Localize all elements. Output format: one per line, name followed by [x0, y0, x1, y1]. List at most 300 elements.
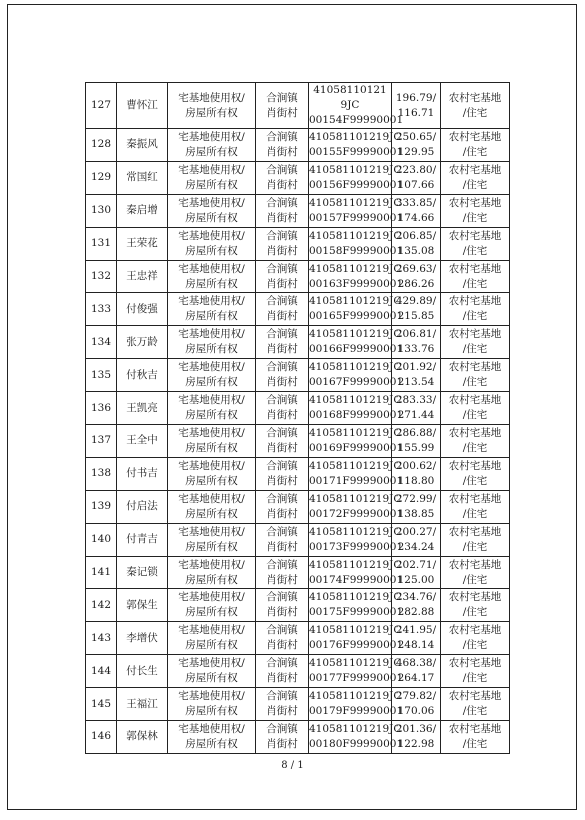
unit-code-line: 410581101219JC: [309, 328, 402, 341]
owner-name: 王全中: [117, 425, 168, 458]
land-use-line: 农村宅基地: [448, 394, 502, 407]
right-type: [168, 129, 256, 162]
right-type-line: 宅基地使用权/: [178, 722, 245, 735]
row-number: 143: [86, 622, 117, 655]
right-type: [168, 655, 256, 688]
table-row: [86, 721, 510, 754]
location: [256, 227, 309, 260]
area-value-line: 201.36/: [395, 722, 437, 735]
area-value-line: 286.88/: [395, 426, 437, 439]
right-type-line: 宅基地使用权/: [178, 196, 245, 209]
right-type: [168, 622, 256, 655]
land-use-line: 农村宅基地: [448, 690, 502, 703]
land-use-line: /住宅: [462, 474, 488, 487]
area-value-line: 215.85: [397, 310, 435, 323]
unit-code-line: 410581101219JC: [309, 722, 402, 735]
row-number: 130: [86, 194, 117, 227]
row-number: 132: [86, 260, 117, 293]
right-type-line: 房屋所有权: [185, 573, 238, 586]
right-type: [168, 194, 256, 227]
area-value: [392, 457, 441, 490]
right-type-line: 宅基地使用权/: [178, 690, 245, 703]
area-value: [392, 129, 441, 162]
location-line: 肖街村: [266, 178, 298, 191]
right-type-line: 宅基地使用权/: [178, 426, 245, 439]
land-use: [441, 688, 510, 721]
right-type: [168, 556, 256, 589]
area-value-line: 234.24: [397, 540, 435, 553]
land-use-line: /住宅: [462, 343, 488, 356]
location: [256, 359, 309, 392]
location-line: 肖街村: [266, 376, 298, 389]
unit-code-line: 00167F99990001: [309, 376, 404, 389]
area-value-line: 248.14: [397, 639, 435, 652]
location: [256, 194, 309, 227]
right-type: [168, 523, 256, 556]
area-value-line: 264.17: [397, 672, 435, 685]
area-value-line: 133.76: [397, 343, 435, 356]
right-type-line: 宅基地使用权/: [178, 657, 245, 670]
land-use-line: 农村宅基地: [448, 295, 502, 308]
unit-code-line: 00154F99990001: [309, 114, 404, 126]
area-value-line: 129.95: [397, 145, 435, 158]
unit-code-line: 41058110121 9JC: [313, 84, 387, 111]
unit-code-line: 410581101219JC: [309, 657, 402, 670]
table-row: [86, 589, 510, 622]
area-value: [392, 293, 441, 326]
table-row: [86, 260, 510, 293]
location: [256, 457, 309, 490]
land-use-line: 农村宅基地: [448, 591, 502, 604]
land-use: [441, 425, 510, 458]
table-row: [86, 227, 510, 260]
unit-code-line: 410581101219JC: [309, 196, 402, 209]
unit-code: [309, 359, 404, 392]
right-type-line: 宅基地使用权/: [178, 229, 245, 242]
area-value-line: 196.79/: [395, 91, 437, 104]
right-type-line: 宅基地使用权/: [178, 262, 245, 275]
area-value-line: 333.85/: [395, 196, 437, 209]
owner-name: 郭保生: [117, 589, 168, 622]
area-value-line: 282.88: [397, 606, 435, 619]
land-use-line: 农村宅基地: [448, 558, 502, 571]
location-line: 肖街村: [266, 277, 298, 290]
land-use: [441, 83, 510, 129]
unit-code-line: 410581101219JC: [309, 163, 402, 176]
location-line: 合涧镇: [266, 558, 298, 571]
land-use-line: 农村宅基地: [448, 262, 502, 275]
row-number: 139: [86, 490, 117, 523]
unit-code-line: 410581101219JC: [309, 394, 402, 407]
unit-code: [309, 83, 404, 129]
location: [256, 655, 309, 688]
right-type-line: 房屋所有权: [185, 606, 238, 619]
owner-name: 付启法: [117, 490, 168, 523]
location-line: 肖街村: [266, 145, 298, 158]
location: [256, 556, 309, 589]
registration-table: [85, 82, 510, 754]
owner-name: 付书吉: [117, 457, 168, 490]
unit-code: [309, 655, 404, 688]
right-type-line: 房屋所有权: [185, 310, 238, 323]
area-value-line: 272.99/: [395, 492, 437, 505]
unit-code-line: 00175F99990001: [309, 606, 404, 619]
right-type-line: 房屋所有权: [185, 639, 238, 652]
area-value-line: 286.26: [397, 277, 435, 290]
location-line: 肖街村: [266, 343, 298, 356]
land-use-line: /住宅: [462, 441, 488, 454]
unit-code-line: 00176F99990001: [309, 639, 404, 652]
right-type-line: 房屋所有权: [185, 106, 238, 119]
location-line: 肖街村: [266, 737, 298, 750]
land-use-line: 农村宅基地: [448, 459, 502, 472]
right-type: [168, 359, 256, 392]
location-line: 肖街村: [266, 244, 298, 257]
area-value-line: 468.38/: [395, 657, 437, 670]
location: [256, 161, 309, 194]
land-use-line: /住宅: [462, 376, 488, 389]
land-use: [441, 490, 510, 523]
unit-code-line: 00180F99990001: [309, 737, 404, 750]
unit-code: [309, 425, 404, 458]
right-type: [168, 392, 256, 425]
table-row: [86, 425, 510, 458]
land-use-line: /住宅: [462, 145, 488, 158]
area-value-line: 122.98: [397, 737, 435, 750]
area-value-line: 206.85/: [395, 229, 437, 242]
location: [256, 326, 309, 359]
land-use-line: /住宅: [462, 672, 488, 685]
location: [256, 688, 309, 721]
owner-name: 付秋吉: [117, 359, 168, 392]
area-value-line: 170.06: [397, 705, 435, 718]
land-use-line: /住宅: [462, 178, 488, 191]
location-line: 合涧镇: [266, 196, 298, 209]
location-line: 合涧镇: [266, 722, 298, 735]
row-number: 129: [86, 161, 117, 194]
land-use: [441, 721, 510, 754]
right-type-line: 宅基地使用权/: [178, 163, 245, 176]
area-value: [392, 589, 441, 622]
land-use-line: /住宅: [462, 409, 488, 422]
row-number: 146: [86, 721, 117, 754]
right-type: [168, 293, 256, 326]
land-use: [441, 293, 510, 326]
unit-code: [309, 490, 404, 523]
row-number: 145: [86, 688, 117, 721]
right-type: [168, 326, 256, 359]
land-use: [441, 227, 510, 260]
location: [256, 129, 309, 162]
land-use: [441, 260, 510, 293]
unit-code-line: 410581101219JC: [309, 361, 402, 374]
land-use-line: 农村宅基地: [448, 657, 502, 670]
owner-name: 张万龄: [117, 326, 168, 359]
land-use-line: 农村宅基地: [448, 492, 502, 505]
location: [256, 83, 309, 129]
land-use-line: /住宅: [462, 606, 488, 619]
area-value-line: 429.89/: [395, 295, 437, 308]
right-type: [168, 83, 256, 129]
location: [256, 490, 309, 523]
area-value: [392, 490, 441, 523]
right-type-line: 宅基地使用权/: [178, 558, 245, 571]
area-value: [392, 622, 441, 655]
location-line: 肖街村: [266, 106, 298, 119]
area-value-line: 125.00: [397, 573, 435, 586]
unit-code-line: 410581101219JC: [309, 459, 402, 472]
unit-code-line: 00173F99990001: [309, 540, 404, 553]
location-line: 合涧镇: [266, 657, 298, 670]
table-row: [86, 523, 510, 556]
area-value-line: 200.62/: [395, 459, 437, 472]
right-type-line: 房屋所有权: [185, 211, 238, 224]
area-value-line: 283.33/: [395, 394, 437, 407]
unit-code-line: 410581101219JC: [309, 591, 402, 604]
table-row: [86, 129, 510, 162]
area-value-line: 234.76/: [395, 591, 437, 604]
unit-code-line: 410581101219JC: [309, 492, 402, 505]
location-line: 肖街村: [266, 409, 298, 422]
land-use-line: 农村宅基地: [448, 130, 502, 143]
unit-code-line: 00156F99990001: [309, 178, 404, 191]
unit-code: [309, 326, 404, 359]
owner-name: 王荣花: [117, 227, 168, 260]
unit-code: [309, 392, 404, 425]
right-type-line: 宅基地使用权/: [178, 91, 245, 104]
land-use: [441, 129, 510, 162]
right-type: [168, 721, 256, 754]
land-use-line: /住宅: [462, 507, 488, 520]
right-type: [168, 161, 256, 194]
location-line: 肖街村: [266, 310, 298, 323]
owner-name: 李增伏: [117, 622, 168, 655]
right-type-line: 宅基地使用权/: [178, 624, 245, 637]
land-use-line: /住宅: [462, 106, 488, 119]
right-type-line: 宅基地使用权/: [178, 394, 245, 407]
table-row: [86, 293, 510, 326]
location-line: 肖街村: [266, 573, 298, 586]
right-type-line: 房屋所有权: [185, 244, 238, 257]
area-value-line: 107.66: [397, 178, 435, 191]
unit-code-line: 00158F99990001: [309, 244, 404, 257]
location-line: 肖街村: [266, 606, 298, 619]
area-value: [392, 260, 441, 293]
unit-code-line: 00163F99990001: [309, 277, 404, 290]
owner-name: 秦启增: [117, 194, 168, 227]
land-use-line: /住宅: [462, 277, 488, 290]
land-use: [441, 392, 510, 425]
land-use-line: /住宅: [462, 737, 488, 750]
location-line: 合涧镇: [266, 163, 298, 176]
table-row: [86, 655, 510, 688]
table-row: [86, 326, 510, 359]
land-use: [441, 161, 510, 194]
right-type-line: 房屋所有权: [185, 737, 238, 750]
owner-name: 郭保林: [117, 721, 168, 754]
unit-code-line: 410581101219JC: [309, 624, 402, 637]
unit-code-line: 410581101219JC: [309, 130, 402, 143]
unit-code-line: 00177F99990001: [309, 672, 404, 685]
table-row: [86, 161, 510, 194]
page-number: 8 / 1: [281, 760, 304, 771]
location-line: 合涧镇: [266, 394, 298, 407]
area-value: [392, 721, 441, 754]
location-line: 合涧镇: [266, 262, 298, 275]
area-value-line: 269.63/: [395, 262, 437, 275]
row-number: 142: [86, 589, 117, 622]
location-line: 合涧镇: [266, 426, 298, 439]
right-type-line: 宅基地使用权/: [178, 361, 245, 374]
area-value-line: 138.85: [397, 507, 435, 520]
land-use-line: 农村宅基地: [448, 229, 502, 242]
area-value-line: 206.81/: [395, 328, 437, 341]
right-type-line: 房屋所有权: [185, 474, 238, 487]
location: [256, 523, 309, 556]
area-value-line: 201.92/: [395, 361, 437, 374]
location-line: 肖街村: [266, 474, 298, 487]
land-use: [441, 194, 510, 227]
table-row: [86, 556, 510, 589]
right-type-line: 房屋所有权: [185, 343, 238, 356]
row-number: 128: [86, 129, 117, 162]
area-value: [392, 688, 441, 721]
land-use-line: 农村宅基地: [448, 196, 502, 209]
area-value-line: 202.71/: [395, 558, 437, 571]
unit-code-line: 00179F99990001: [309, 705, 404, 718]
location: [256, 589, 309, 622]
row-number: 127: [86, 83, 117, 129]
right-type-line: 宅基地使用权/: [178, 328, 245, 341]
land-use: [441, 359, 510, 392]
location: [256, 293, 309, 326]
right-type: [168, 490, 256, 523]
location: [256, 721, 309, 754]
table-row: [86, 457, 510, 490]
location-line: 肖街村: [266, 507, 298, 520]
table-row: [86, 392, 510, 425]
unit-code: [309, 688, 404, 721]
unit-code: [309, 589, 404, 622]
land-use-line: 农村宅基地: [448, 163, 502, 176]
unit-code-line: 00168F99990001: [309, 409, 404, 422]
right-type-line: 宅基地使用权/: [178, 525, 245, 538]
right-type-line: 宅基地使用权/: [178, 591, 245, 604]
unit-code-line: 00171F99990001: [309, 474, 404, 487]
row-number: 135: [86, 359, 117, 392]
location-line: 合涧镇: [266, 295, 298, 308]
unit-code-line: 410581101219JC: [309, 525, 402, 538]
land-use-line: /住宅: [462, 639, 488, 652]
unit-code: [309, 457, 404, 490]
unit-code-line: 00169F99990001: [309, 441, 404, 454]
table-row: [86, 194, 510, 227]
owner-name: 秦振风: [117, 129, 168, 162]
right-type-line: 宅基地使用权/: [178, 130, 245, 143]
table-body: [86, 83, 510, 754]
right-type: [168, 589, 256, 622]
area-value: [392, 523, 441, 556]
right-type-line: 房屋所有权: [185, 178, 238, 191]
location-line: 合涧镇: [266, 328, 298, 341]
owner-name: 付长生: [117, 655, 168, 688]
area-value: [392, 227, 441, 260]
location-line: 合涧镇: [266, 130, 298, 143]
unit-code-line: 410581101219JC: [309, 426, 402, 439]
land-use-line: /住宅: [462, 540, 488, 553]
table-row: [86, 359, 510, 392]
row-number: 133: [86, 293, 117, 326]
area-value: [392, 194, 441, 227]
unit-code: [309, 161, 404, 194]
row-number: 141: [86, 556, 117, 589]
area-value-line: 241.95/: [395, 624, 437, 637]
location: [256, 425, 309, 458]
area-value-line: 116.71: [397, 106, 435, 119]
owner-name: 付俊强: [117, 293, 168, 326]
unit-code-line: 00172F99990001: [309, 507, 404, 520]
right-type-line: 房屋所有权: [185, 376, 238, 389]
location-line: 肖街村: [266, 540, 298, 553]
location-line: 合涧镇: [266, 624, 298, 637]
area-value-line: 250.65/: [395, 130, 437, 143]
land-use: [441, 523, 510, 556]
unit-code: [309, 721, 404, 754]
row-number: 136: [86, 392, 117, 425]
location-line: 合涧镇: [266, 361, 298, 374]
unit-code-line: 410581101219JC: [309, 262, 402, 275]
land-use: [441, 655, 510, 688]
area-value: [392, 392, 441, 425]
land-use-line: 农村宅基地: [448, 722, 502, 735]
table-row: [86, 622, 510, 655]
unit-code-line: 410581101219JC: [309, 295, 402, 308]
area-value-line: 135.08: [397, 244, 435, 257]
location-line: 肖街村: [266, 211, 298, 224]
right-type-line: 宅基地使用权/: [178, 459, 245, 472]
row-number: 134: [86, 326, 117, 359]
land-use: [441, 457, 510, 490]
area-value-line: 213.54: [397, 376, 435, 389]
right-type: [168, 425, 256, 458]
location-line: 合涧镇: [266, 591, 298, 604]
table-row: [86, 688, 510, 721]
area-value-line: 200.27/: [395, 525, 437, 538]
unit-code-line: 410581101219JC: [309, 229, 402, 242]
right-type: [168, 227, 256, 260]
unit-code: [309, 293, 404, 326]
row-number: 131: [86, 227, 117, 260]
unit-code-line: 410581101219JC: [309, 690, 402, 703]
right-type-line: 宅基地使用权/: [178, 492, 245, 505]
right-type: [168, 457, 256, 490]
location-line: 合涧镇: [266, 91, 298, 104]
right-type-line: 房屋所有权: [185, 145, 238, 158]
table-row: [86, 490, 510, 523]
location-line: 合涧镇: [266, 525, 298, 538]
unit-code: [309, 622, 404, 655]
land-use-line: /住宅: [462, 244, 488, 257]
unit-code: [309, 556, 404, 589]
land-use-line: 农村宅基地: [448, 361, 502, 374]
location: [256, 622, 309, 655]
unit-code: [309, 194, 404, 227]
area-value: [392, 556, 441, 589]
land-use-line: 农村宅基地: [448, 328, 502, 341]
area-value-line: 223.80/: [395, 163, 437, 176]
owner-name: 王忠祥: [117, 260, 168, 293]
row-number: 140: [86, 523, 117, 556]
